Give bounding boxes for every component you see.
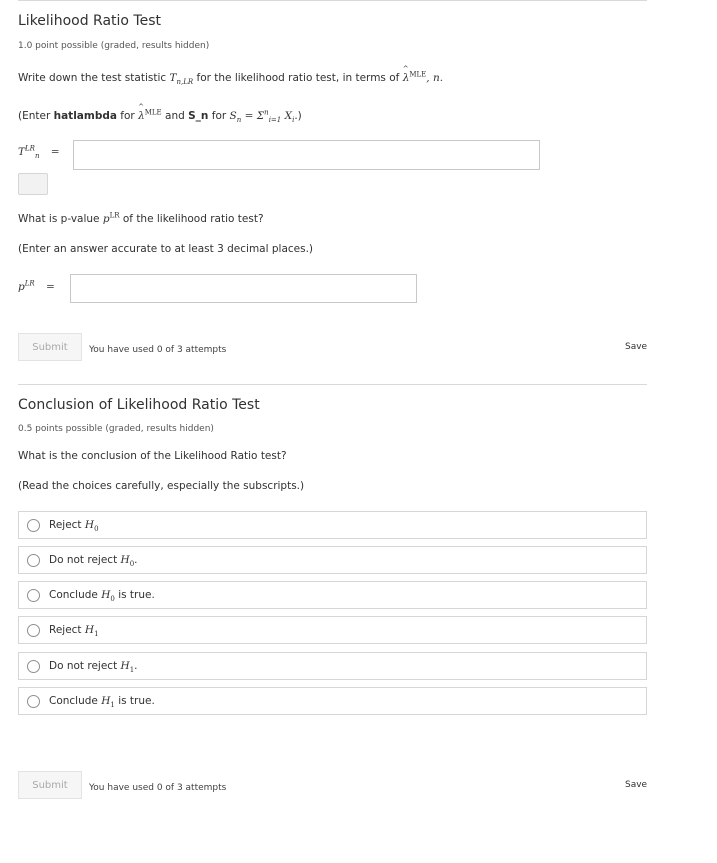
choice-do-not-reject-h0[interactable] [18, 546, 647, 574]
problem-title: Likelihood Ratio Test [18, 13, 161, 29]
attempts-text: You have used 0 of 3 attempts [89, 345, 227, 355]
pvalue-question: What is p-value $p^{LR}$ of the likelihood ratio test? [18, 211, 264, 225]
radio-button[interactable] [27, 624, 40, 637]
radio-button[interactable] [27, 660, 40, 673]
save-button[interactable]: Save [625, 780, 648, 790]
pvalue-hint: (Enter an answer accurate to at least 3 decimal places.) [18, 243, 314, 255]
choice-label: Conclude $H_0$ is true. [49, 589, 155, 604]
choice-conclude-h0-true[interactable] [18, 581, 647, 609]
choice-do-not-reject-h1[interactable] [18, 652, 647, 680]
choice-conclude-h1-true[interactable] [18, 687, 647, 715]
conclusion-hint: (Read the choices carefully, especially the subscripts.) [18, 480, 305, 492]
input-hint: (Enter hatlambda for ^ $\lambda^{MLE}$ and S_n for $S_n = \Sigma^n_{i=1}$ $X_i$.) [18, 110, 302, 122]
section-divider [18, 384, 647, 385]
save-button[interactable]: Save [625, 342, 648, 352]
pvalue-input[interactable] [70, 274, 417, 303]
formula-preview-box [18, 173, 48, 195]
problem-title: Conclusion of Likelihood Ratio Test [18, 397, 260, 413]
choice-label: Reject $H_0$ [49, 519, 99, 534]
submit-button[interactable]: Submit [18, 771, 82, 799]
choice-label: Conclude $H_1$ is true. [49, 695, 155, 710]
radio-button[interactable] [27, 695, 40, 708]
choice-reject-h0[interactable] [18, 511, 647, 539]
attempts-text: You have used 0 of 3 attempts [89, 783, 227, 793]
choice-label: Do not reject $H_1$. [49, 660, 138, 675]
problem-meta: 0.5 points possible (graded, results hidden) [18, 424, 214, 434]
problem-meta: 1.0 point possible (graded, results hidden) [18, 41, 210, 51]
pvalue-label: $p^{LR}$ = [18, 279, 55, 293]
submit-button[interactable]: Submit [18, 333, 82, 361]
question-text: Write down the test statistic $T_{n,LR}$ for the likelihood ratio test, in terms of ^ $\lambda^{MLE}$, n. [18, 72, 443, 84]
t-statistic-input[interactable] [73, 140, 540, 170]
choice-label: Do not reject $H_0$. [49, 554, 138, 569]
radio-button[interactable] [27, 554, 40, 567]
t-statistic-label: $T^{LR}_n$ = [18, 144, 60, 161]
choice-label: Reject $H_1$ [49, 624, 99, 639]
radio-button[interactable] [27, 589, 40, 602]
conclusion-question: What is the conclusion of the Likelihood Ratio test? [18, 450, 287, 462]
top-divider [18, 0, 647, 1]
choice-reject-h1[interactable] [18, 616, 647, 644]
radio-button[interactable] [27, 519, 40, 532]
